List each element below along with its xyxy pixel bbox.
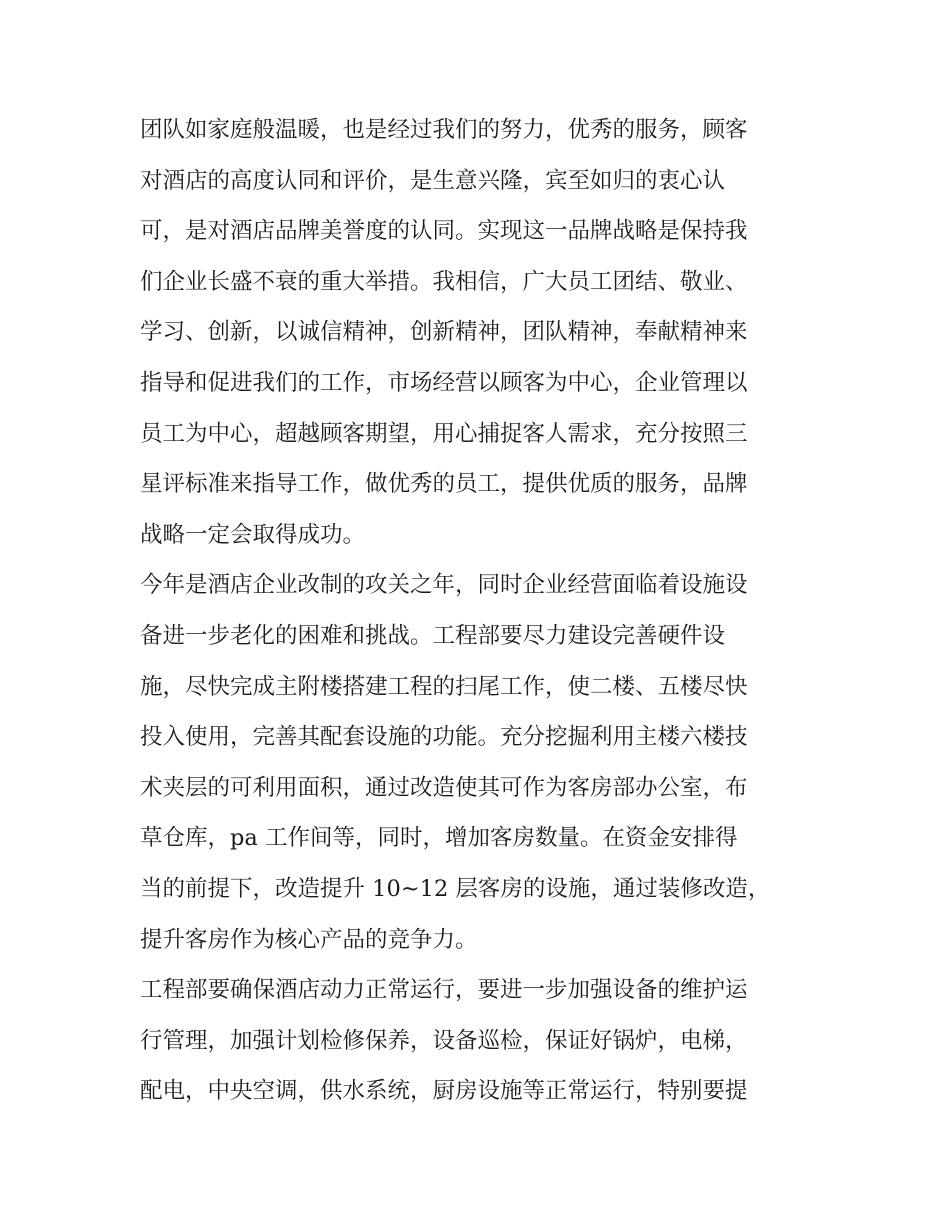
text-line: 投入使用，完善其配套设施的功能。充分挖掘利用主楼六楼技: [140, 724, 748, 751]
text-line: 团队如家庭般温暖，也是经过我们的努力，优秀的服务，顾客: [140, 117, 748, 143]
text-line: 提升客房作为核心产品的竞争力。: [140, 926, 478, 953]
text-line: 施，尽快完成主附楼搭建工程的扫尾工作，使二楼、五楼尽快: [140, 673, 748, 700]
text-line: 战略一定会取得成功。: [140, 521, 366, 548]
text-line: 员工为中心，超越顾客期望，用心捕捉客人需求，充分按照三: [140, 420, 748, 447]
text-line: 术夹层的可利用面积，通过改造使其可作为客房部办公室，布: [140, 774, 748, 801]
text-line: 行管理，加强计划检修保养，设备巡检，保证好锅炉，电梯，: [140, 1027, 748, 1054]
body-text: [140, 108, 820, 1120]
text-line: 配电，中央空调，供水系统，厨房设施等正常运行，特别要提: [140, 1078, 748, 1105]
text-line: 备进一步老化的困难和挑战。工程部要尽力建设完善硬件设: [140, 622, 726, 649]
text-line: 可，是对酒店品牌美誉度的认同。实现这一品牌战略是保持我: [140, 218, 748, 245]
text-line: 指导和促进我们的工作，市场经营以顾客为中心，企业管理以: [140, 369, 748, 396]
text-line: 学习、创新，以诚信精神，创新精神，团队精神，奉献精神来: [140, 319, 748, 346]
text-line: 们企业长盛不衰的重大举措。我相信，广大员工团结、敬业、: [140, 268, 748, 295]
text-line: 草仓库，pa 工作间等，同时，增加客房数量。在资金安排得: [140, 825, 738, 852]
text-line: 工程部要确保酒店动力正常运行，要进一步加强设备的维护运: [140, 977, 748, 1004]
text-line: 对酒店的高度认同和评价，是生意兴隆，宾至如归的衷心认: [140, 167, 726, 194]
text-line: 当的前提下，改造提升 10~12 层客房的设施，通过装修改造，: [140, 875, 771, 902]
text-line: 今年是酒店企业改制的攻关之年，同时企业经营面临着设施设: [140, 572, 748, 599]
text-line: 星评标准来指导工作，做优秀的员工，提供优质的服务，品牌: [140, 471, 748, 498]
